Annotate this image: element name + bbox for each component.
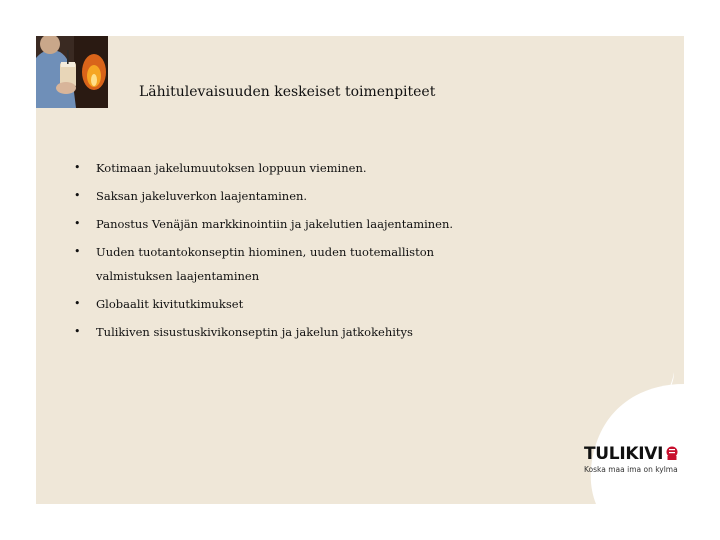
logo-swoosh-graphic [524, 344, 684, 504]
tulikivi-logo [584, 444, 679, 474]
bullet-item: • Uuden tuotantokonseptin hiominen, uuden tuotemalliston valmistuksen laajentaminen [74, 238, 514, 290]
bullet-dot-icon: • [74, 325, 81, 338]
bullet-dot-icon: • [74, 217, 81, 230]
bullet-dot-icon: • [74, 245, 81, 258]
bullet-dot-icon: • [74, 161, 81, 174]
bullet-dot-icon: • [74, 297, 81, 310]
bullet-dot-icon: • [74, 189, 81, 202]
fireplace-photo [36, 36, 108, 108]
logo-wordmark: TULIKIVI [584, 444, 664, 464]
bullet-list [74, 154, 514, 346]
bullet-item: • Tulikiven sisustuskivikonseptin ja jakelun jatkokehitys [74, 318, 514, 346]
bullet-item: • Panostus Venäjän markkinointiin ja jakelutien laajentaminen. [74, 210, 514, 238]
bullet-item: • Saksan jakeluverkon laajentaminen. [74, 182, 514, 210]
logo-flame-icon [665, 446, 679, 462]
logo-tagline: Koska maa ima on kylma [584, 465, 678, 474]
slide [36, 36, 684, 504]
bullet-item: • Globaalit kivitutkimukset [74, 290, 514, 318]
slide-title: Lähitulevaisuuden keskeiset toimenpiteet [139, 84, 436, 100]
bullet-item: • Kotimaan jakelumuutoksen loppuun vieminen. [74, 154, 514, 182]
